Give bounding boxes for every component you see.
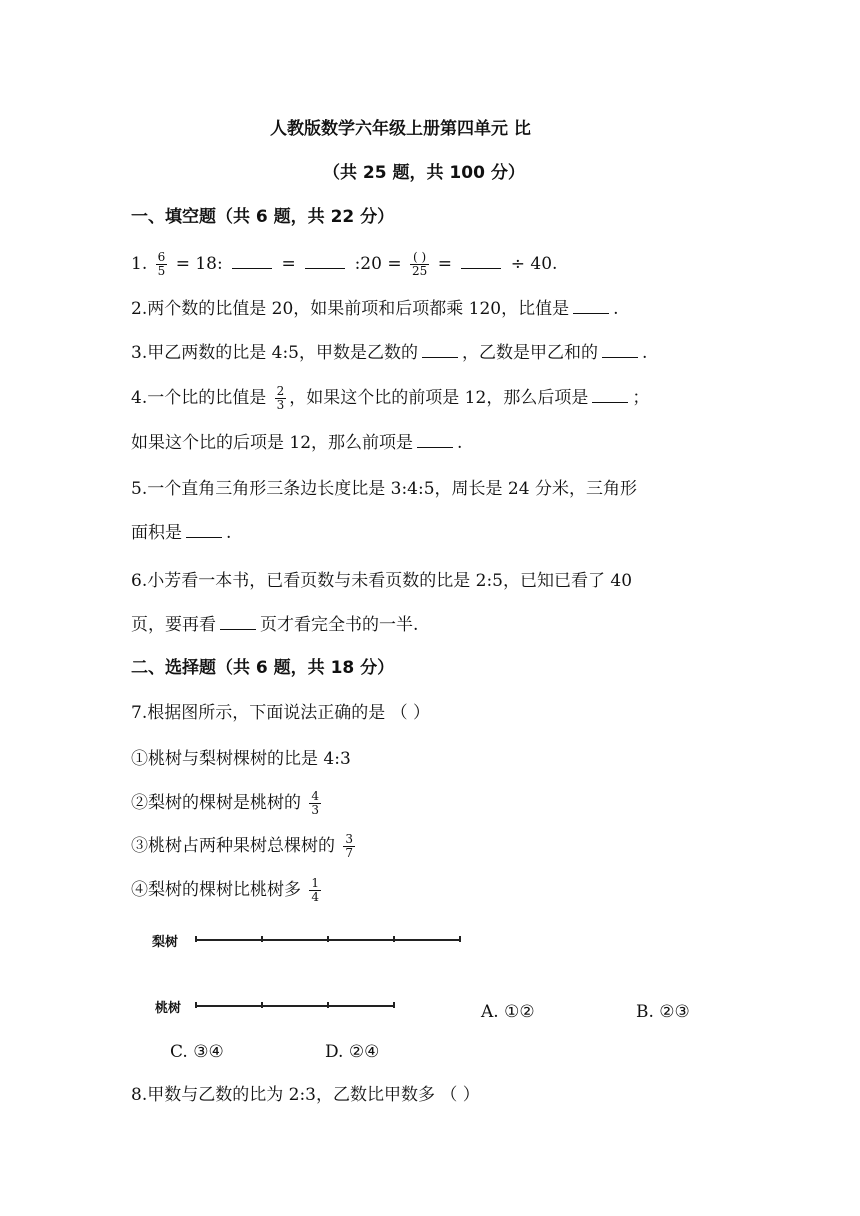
q4-text-4: 如果这个比的后项是 12，那么前项是 [131,433,414,453]
q4-fraction-num: 2 [276,384,285,398]
q1-text-3: :20 = [354,254,402,274]
page-subtitle: （共 25 题，共 100 分） [323,163,525,183]
q1-fraction [156,251,168,278]
question-8-stem: 8.甲数与乙数的比为 2:3，乙数比甲数多 （ ） [131,1085,480,1105]
section-heading-fill-blank: 一、填空题（共 6 题，共 22 分） [131,207,395,227]
peach-tree-label: 桃树 [155,1001,182,1016]
q4-text-1: 4.一个比的比值是 [131,388,267,408]
option-c[interactable]: C. ③④ [170,1042,224,1062]
q1-blank-2[interactable] [305,252,345,269]
q7-s2-den: 3 [311,803,320,817]
question-7-stem: 7.根据图所示，下面说法正确的是 （ ） [131,703,431,723]
option-a[interactable]: A. ①② [481,1002,535,1022]
q4-fraction [275,385,287,412]
q7-s3-num: 3 [345,832,354,846]
q7-s4-den: 4 [311,890,320,904]
q1-number: 1. [131,254,148,274]
question-5-line-1: 5.一个直角三角形三条边长度比是 3:4:5，周长是 24 分米，三角形 [131,479,637,499]
q7-statement-2 [131,788,324,818]
q4-fraction-den: 3 [276,398,285,412]
q7-statement-4-fraction [309,877,321,904]
q2-text: 2.两个数的比值是 20，如果前项和后项都乘 120，比值是 [131,299,570,319]
q7-statement-3 [131,831,358,861]
page-title: 人教版数学六年级上册第四单元 比 [270,119,531,139]
q1-text-4: = [437,254,452,274]
q6-text: 页，要再看 [131,615,216,635]
q7-statement-3-text: ③桃树占两种果树总棵树的 [131,836,335,856]
q7-statement-4-text: ④梨树的棵树比桃树多 [131,880,301,900]
q3-blank-2[interactable] [602,341,638,358]
q7-statement-2-text: ②梨树的棵树是桃树的 [131,793,301,813]
q3-text-2: ，乙数是甲乙和的 [461,343,598,363]
q1-text-1: = 18: [175,254,223,274]
question-1 [131,250,557,278]
question-3 [131,341,647,365]
question-6-line-2 [131,613,418,637]
q2-blank[interactable] [573,297,609,314]
q7-s3-den: 7 [345,846,354,860]
q7-s2-num: 4 [311,789,320,803]
q1-fraction-num: 6 [157,250,166,264]
q1-fraction-2 [410,251,429,278]
q1-blank-3[interactable] [461,252,501,269]
q1-text-5: ÷ 40. [510,254,558,274]
question-4-line-1 [131,383,649,413]
peach-segment [196,1002,394,1008]
q1-blank-1[interactable] [232,252,272,269]
q7-statement-1: ①桃树与梨树棵树的比是 4:3 [131,749,351,769]
q3-text-1: 3.甲乙两数的比是 4:5，甲数是乙数的 [131,343,418,363]
section-heading-choice: 二、选择题（共 6 题，共 18 分） [131,658,395,678]
q4-text-3: ； [632,388,650,408]
question-4-line-2 [131,431,462,455]
pear-tree-label: 梨树 [152,935,179,950]
q2-end: . [613,299,619,319]
q3-end: . [641,343,648,363]
pear-segment [196,936,460,942]
q6-end: 页才看完全书的一半. [260,615,419,635]
q7-statement-2-fraction [309,790,321,817]
option-b[interactable]: B. ②③ [636,1002,690,1022]
q1-text-2: = [281,254,296,274]
q5-text: 面积是 [131,523,182,543]
option-d[interactable]: D. ②④ [325,1042,380,1062]
question-2 [131,297,619,321]
q4-end: . [457,433,463,453]
question-6-line-1: 6.小芳看一本书，已看页数与未看页数的比是 2:5，已知已看了 40 [131,571,633,591]
q4-text-2: ，如果这个比的前项是 12，那么后项是 [289,388,589,408]
q1-fraction-2-num[interactable]: ( ) [410,251,429,265]
q6-blank[interactable] [220,613,256,630]
q3-blank-1[interactable] [422,341,458,358]
q4-blank-2[interactable] [417,431,453,448]
q5-blank[interactable] [186,521,222,538]
q7-statement-3-fraction [343,833,355,860]
q7-s4-num: 1 [311,876,320,890]
q4-blank-1[interactable] [592,386,628,403]
q5-end: . [226,523,232,543]
q7-statement-4 [131,875,324,905]
q1-fraction-2-den: 25 [412,264,428,278]
q1-fraction-den: 5 [157,264,166,278]
question-5-line-2 [131,521,231,545]
